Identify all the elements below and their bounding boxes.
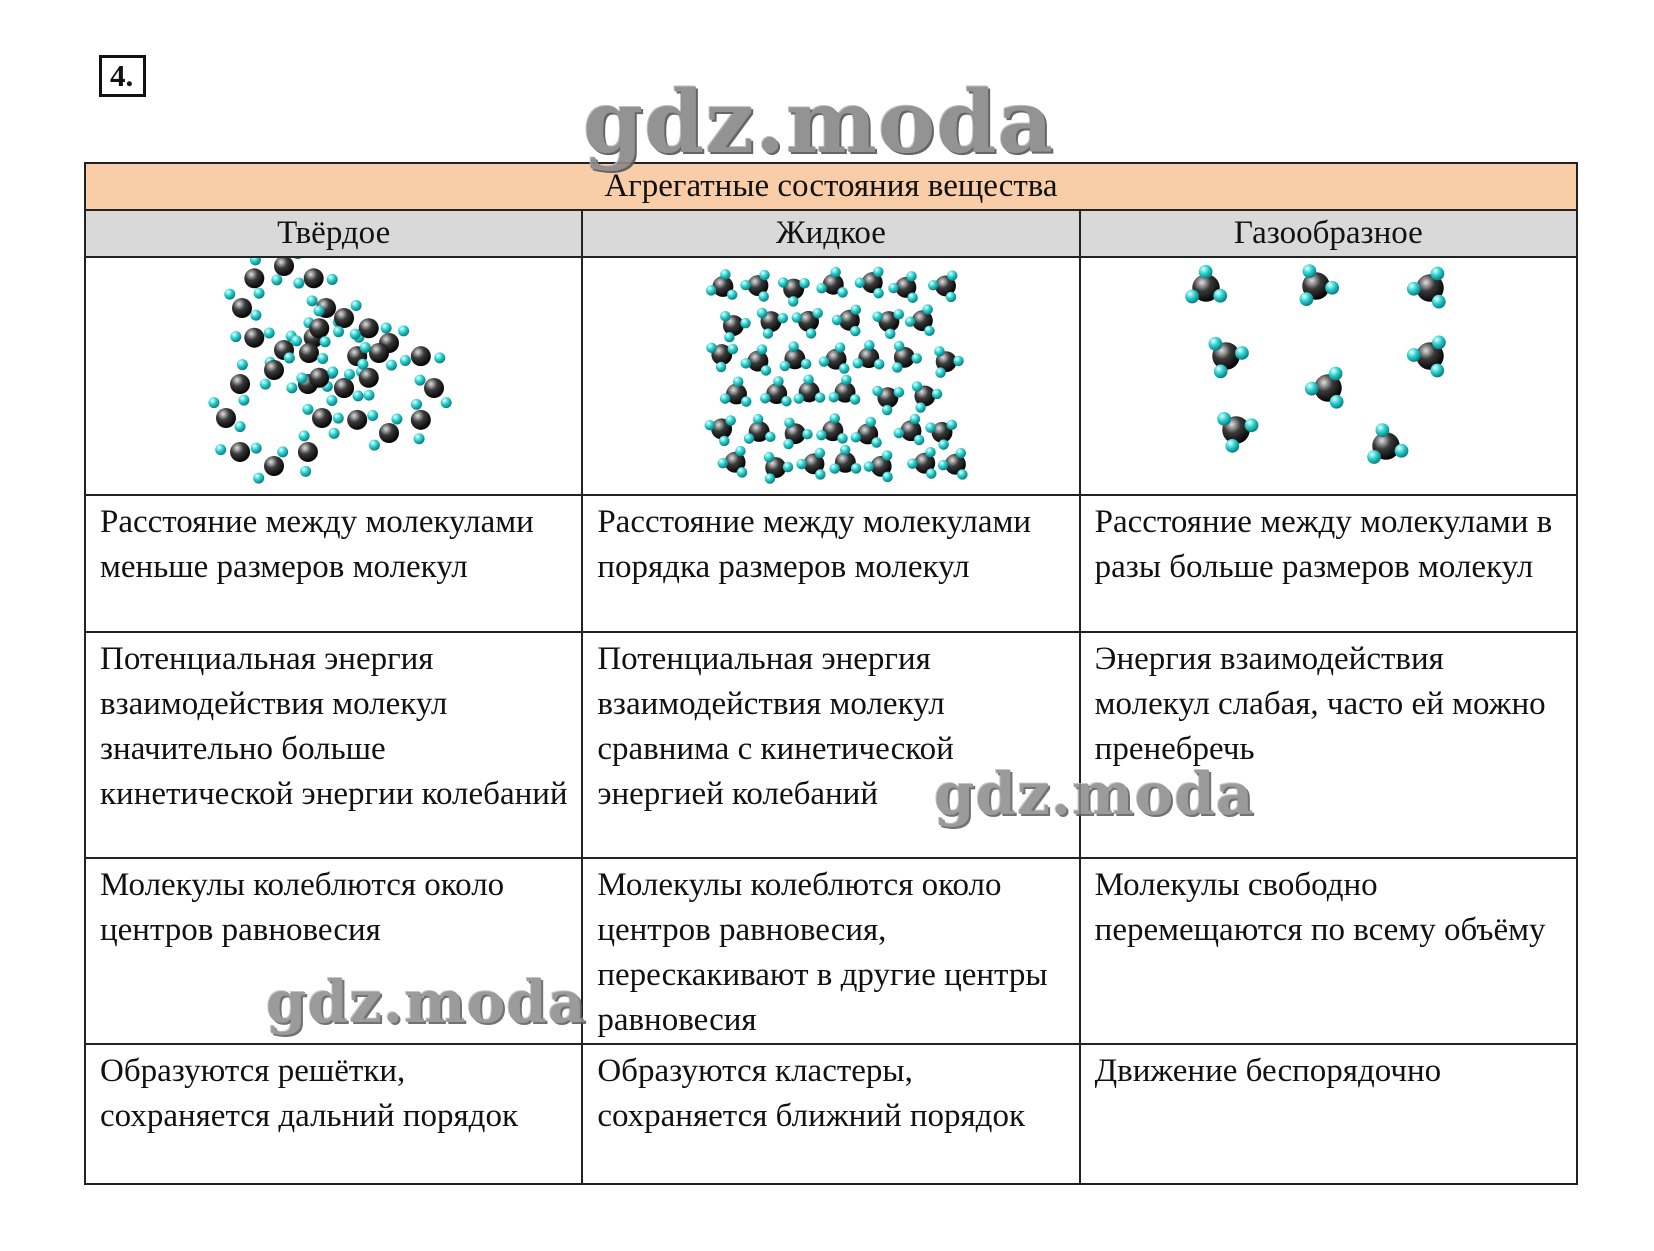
hydrogen-atom	[719, 436, 729, 446]
hydrogen-atom	[816, 283, 826, 293]
hydrogen-atom	[718, 458, 728, 468]
hydrogen-atom	[935, 367, 945, 377]
carbon-atom	[309, 368, 329, 388]
hydrogen-atom	[380, 323, 391, 334]
carbon-atom	[230, 442, 250, 462]
hydrogen-atom	[302, 404, 313, 415]
hydrogen-atom	[882, 450, 892, 460]
hydrogen-atom	[781, 396, 791, 406]
hydrogen-atom	[1199, 265, 1213, 279]
hydrogen-atom	[741, 358, 751, 368]
hydrogen-atom	[816, 430, 826, 440]
carbon-atom	[303, 268, 323, 288]
carbon-atom	[424, 378, 444, 398]
carbon-atom	[264, 360, 284, 380]
hydrogen-atom	[928, 280, 938, 290]
hydrogen-atom	[882, 472, 892, 482]
carbon-atom	[309, 318, 329, 338]
hydrogen-atom	[819, 356, 829, 366]
hydrogen-atom	[363, 390, 374, 401]
hydrogen-atom	[741, 396, 751, 406]
hydrogen-atom	[911, 353, 921, 363]
hydrogen-atom	[291, 335, 302, 346]
hydrogen-atom	[253, 288, 264, 299]
gas-molecules-icon	[1168, 258, 1488, 494]
hydrogen-atom	[326, 274, 337, 285]
hydrogen-atom	[761, 365, 771, 375]
hydrogen-atom	[815, 448, 825, 458]
hydrogen-atom	[399, 355, 410, 366]
hydrogen-atom	[888, 283, 898, 293]
hydrogen-atom	[784, 417, 794, 427]
hydrogen-atom	[837, 287, 847, 297]
hydrogen-atom	[293, 278, 304, 289]
hydrogen-atom	[830, 413, 840, 423]
hydrogen-atom	[706, 343, 716, 353]
hydrogen-atom	[724, 332, 734, 342]
hydrogen-atom	[344, 369, 355, 380]
hydrogen-atom	[835, 342, 845, 352]
hydrogen-atom	[837, 433, 847, 443]
hydrogen-atom	[716, 362, 726, 372]
table-cell: Молекулы свободно перемещаются по всему объёму	[1080, 858, 1577, 1044]
carbon-atom	[334, 378, 354, 398]
hydrogen-atom	[938, 460, 948, 470]
hydrogen-atom	[1218, 412, 1232, 426]
hydrogen-atom	[907, 292, 917, 302]
hydrogen-atom	[832, 315, 842, 325]
hydrogen-atom	[783, 462, 793, 472]
hydrogen-atom	[263, 327, 274, 338]
hydrogen-atom	[753, 414, 763, 424]
hydrogen-atom	[907, 458, 917, 468]
hydrogen-atom	[740, 280, 750, 290]
hydrogen-atom	[1326, 281, 1340, 295]
hydrogen-atom	[802, 429, 812, 439]
hydrogen-atom	[801, 359, 811, 369]
carbon-atom	[410, 410, 430, 430]
table-cell: Расстояние между молекулами порядка размеров молекул	[582, 495, 1079, 632]
hydrogen-atom	[292, 258, 303, 259]
hydrogen-atom	[910, 414, 920, 424]
hydrogen-atom	[298, 430, 309, 441]
hydrogen-atom	[398, 325, 409, 336]
hydrogen-atom	[1330, 395, 1344, 409]
hydrogen-atom	[934, 346, 944, 356]
carbon-atom	[334, 308, 354, 328]
hydrogen-atom	[915, 402, 925, 412]
table-cell: Расстояние между молекулами меньше размеров молекул	[85, 495, 582, 632]
hydrogen-atom	[894, 341, 904, 351]
hydrogen-atom	[796, 459, 806, 469]
hydrogen-atom	[369, 440, 380, 451]
hydrogen-atom	[728, 344, 738, 354]
hydrogen-atom	[1432, 336, 1446, 350]
hydrogen-atom	[1186, 290, 1200, 304]
hydrogen-atom	[872, 311, 882, 321]
hydrogen-atom	[277, 446, 288, 457]
hydrogen-atom	[253, 473, 264, 484]
hydrogen-atom	[720, 393, 730, 403]
hydrogen-atom	[925, 422, 935, 432]
gas-image-cell	[1080, 257, 1577, 495]
hydrogen-atom	[1245, 418, 1259, 432]
hydrogen-atom	[391, 414, 402, 425]
hydrogen-atom	[1329, 367, 1343, 381]
hydrogen-atom	[319, 336, 330, 347]
hydrogen-atom	[1407, 348, 1421, 362]
carbon-atom	[264, 456, 284, 476]
hydrogen-atom	[760, 393, 770, 403]
hydrogen-atom	[413, 433, 424, 444]
hydrogen-atom	[874, 359, 884, 369]
hydrogen-atom	[328, 428, 339, 439]
hydrogen-atom	[763, 328, 773, 338]
hydrogen-atom	[1431, 267, 1445, 281]
hydrogen-atom	[873, 267, 883, 277]
hydrogen-atom	[286, 382, 297, 393]
hydrogen-atom	[815, 392, 825, 402]
hydrogen-atom	[894, 387, 904, 397]
hydrogen-atom	[327, 366, 338, 377]
table-caption: Агрегатные состояния вещества	[85, 163, 1577, 210]
hydrogen-atom	[720, 311, 730, 321]
table-cell: Энергия взаимодействия молекул слабая, часто ей можно пренебречь	[1080, 632, 1577, 858]
hydrogen-atom	[778, 313, 788, 323]
hydrogen-atom	[1432, 295, 1446, 309]
hydrogen-atom	[1305, 382, 1319, 396]
hydrogen-atom	[894, 309, 904, 319]
hydrogen-atom	[1226, 439, 1240, 453]
hydrogen-atom	[313, 305, 324, 316]
hydrogen-atom	[793, 393, 803, 403]
hydrogen-atom	[720, 269, 730, 279]
hydrogen-atom	[237, 359, 248, 370]
table-cell: Молекулы колеблются около центров равновесия, перескакивают в другие центры равновесия	[582, 858, 1079, 1044]
hydrogen-atom	[1303, 264, 1317, 278]
hydrogen-atom	[799, 278, 809, 288]
carbon-atom	[299, 343, 319, 363]
hydrogen-atom	[892, 362, 902, 372]
hydrogen-atom	[957, 469, 967, 479]
hydrogen-atom	[317, 353, 328, 364]
column-header-solid: Твёрдое	[85, 210, 582, 257]
hydrogen-atom	[906, 271, 916, 281]
carbon-atom	[274, 258, 294, 276]
hydrogen-atom	[367, 410, 378, 421]
hydrogen-atom	[1214, 289, 1228, 303]
column-header-gas: Газообразное	[1080, 210, 1577, 257]
hydrogen-atom	[224, 289, 235, 300]
hydrogen-atom	[359, 342, 370, 353]
hydrogen-atom	[815, 469, 825, 479]
hydrogen-atom	[956, 448, 966, 458]
hydrogen-atom	[938, 439, 948, 449]
hydrogen-atom	[306, 295, 317, 306]
hydrogen-atom	[788, 341, 798, 351]
hydrogen-atom	[850, 394, 860, 404]
hydrogen-atom	[725, 415, 735, 425]
hydrogen-atom	[871, 437, 881, 447]
watermark: gdz.moda	[266, 968, 587, 1036]
hydrogen-atom	[271, 274, 282, 285]
hydrogen-atom	[758, 291, 768, 301]
carbon-atom	[244, 268, 264, 288]
hydrogen-atom	[855, 278, 865, 288]
hydrogen-atom	[326, 395, 337, 406]
hydrogen-atom	[946, 292, 956, 302]
hydrogen-atom	[806, 328, 816, 338]
table-cell: Потенциальная энергия взаимодействия молекул сравнима с кинетической энергией колебаний	[582, 632, 1079, 858]
hydrogen-atom	[792, 312, 802, 322]
hydrogen-atom	[812, 308, 822, 318]
hydrogen-atom	[332, 413, 343, 424]
table-cell: Расстояние между молекулами в разы больше размеров молекул	[1080, 495, 1577, 632]
hydrogen-atom	[250, 443, 261, 454]
hydrogen-atom	[296, 372, 307, 383]
carbon-atom	[216, 408, 236, 428]
hydrogen-atom	[783, 439, 793, 449]
hydrogen-atom	[926, 468, 936, 478]
carbon-atom	[312, 408, 332, 428]
hydrogen-atom	[230, 331, 241, 342]
hydrogen-atom	[1214, 364, 1228, 378]
hydrogen-atom	[953, 356, 963, 366]
hydrogen-atom	[735, 446, 745, 456]
hydrogen-atom	[840, 445, 850, 455]
hydrogen-atom	[1368, 450, 1382, 464]
table-cell: Потенциальная энергия взаимодействия молекул значительно больше кинетической энергии колебаний	[85, 632, 582, 858]
hydrogen-atom	[882, 405, 892, 415]
hydrogen-atom	[333, 326, 344, 337]
hydrogen-atom	[924, 326, 934, 336]
hydrogen-atom	[759, 270, 769, 280]
hydrogen-atom	[864, 461, 874, 471]
carbon-atom	[230, 374, 250, 394]
hydrogen-atom	[737, 467, 747, 477]
hydrogen-atom	[250, 310, 261, 321]
hydrogen-atom	[905, 316, 915, 326]
carbon-atom	[244, 328, 264, 348]
hydrogen-atom	[780, 361, 790, 371]
hydrogen-atom	[300, 466, 311, 477]
hydrogen-atom	[349, 329, 360, 340]
hydrogen-atom	[829, 463, 839, 473]
hydrogen-atom	[914, 435, 924, 445]
hydrogen-atom	[947, 270, 957, 280]
hydrogen-atom	[352, 390, 363, 401]
hydrogen-atom	[740, 318, 750, 328]
solid-image-cell	[85, 257, 582, 495]
hydrogen-atom	[830, 267, 840, 277]
liquid-image-cell	[582, 257, 1079, 495]
hydrogen-atom	[250, 258, 261, 265]
column-header-liquid: Жидкое	[582, 210, 1079, 257]
hydrogen-atom	[778, 277, 788, 287]
hydrogen-atom	[912, 381, 922, 391]
hydrogen-atom	[1395, 444, 1409, 458]
table-cell: Образуются решётки, сохраняется дальний порядок	[85, 1044, 582, 1184]
carbon-atom	[347, 410, 367, 430]
hydrogen-atom	[841, 375, 851, 385]
hydrogen-atom	[803, 374, 813, 384]
hydrogen-atom	[744, 433, 754, 443]
hydrogen-atom	[947, 420, 957, 430]
hydrogen-atom	[1407, 282, 1421, 296]
watermark: gdz.moda	[934, 760, 1255, 828]
hydrogen-atom	[850, 326, 860, 336]
hydrogen-atom	[259, 379, 270, 390]
hydrogen-atom	[932, 389, 942, 399]
carbon-atom	[358, 318, 378, 338]
hydrogen-atom	[283, 352, 294, 363]
hydrogen-atom	[757, 344, 767, 354]
hydrogen-atom	[727, 289, 737, 299]
hydrogen-atom	[1376, 423, 1390, 437]
hydrogen-atom	[1431, 364, 1445, 378]
carbon-atom	[298, 442, 318, 462]
hydrogen-atom	[788, 296, 798, 306]
watermark: gdz.moda	[583, 72, 1055, 173]
hydrogen-atom	[238, 395, 249, 406]
hydrogen-atom	[773, 376, 783, 386]
liquid-molecules-icon	[691, 258, 971, 494]
hydrogen-atom	[829, 392, 839, 402]
states-of-matter-table	[84, 162, 1578, 1185]
task-number: 4.	[99, 55, 146, 97]
hydrogen-atom	[765, 432, 775, 442]
carbon-atom	[379, 423, 399, 443]
hydrogen-atom	[706, 285, 716, 295]
hydrogen-atom	[215, 444, 226, 455]
hydrogen-atom	[764, 452, 774, 462]
carbon-atom	[358, 368, 378, 388]
hydrogen-atom	[208, 397, 219, 408]
table-cell: Движение беспорядочно	[1080, 1044, 1577, 1184]
hydrogen-atom	[853, 358, 863, 368]
hydrogen-atom	[922, 304, 932, 314]
hydrogen-atom	[357, 359, 368, 370]
table-cell: Образуются кластеры, сохраняется ближний порядок	[582, 1044, 1079, 1184]
hydrogen-atom	[864, 340, 874, 350]
hydrogen-atom	[1235, 346, 1249, 360]
hydrogen-atom	[765, 473, 775, 483]
hydrogen-atom	[885, 329, 895, 339]
hydrogen-atom	[757, 308, 767, 318]
hydrogen-atom	[872, 386, 882, 396]
carbon-atom	[369, 343, 389, 363]
hydrogen-atom	[894, 428, 904, 438]
hydrogen-atom	[851, 304, 861, 314]
hydrogen-atom	[350, 300, 361, 311]
hydrogen-atom	[705, 420, 715, 430]
table-cell: Молекулы колеблются около центров равновесия	[85, 858, 582, 1044]
solid-molecules-icon	[204, 258, 464, 494]
hydrogen-atom	[839, 363, 849, 373]
hydrogen-atom	[414, 375, 425, 386]
carbon-atom	[410, 346, 430, 366]
hydrogen-atom	[434, 352, 445, 363]
hydrogen-atom	[440, 397, 451, 408]
hydrogen-atom	[234, 421, 245, 432]
hydrogen-atom	[873, 288, 883, 298]
hydrogen-atom	[386, 360, 397, 371]
hydrogen-atom	[733, 377, 743, 387]
hydrogen-atom	[851, 432, 861, 442]
hydrogen-atom	[865, 417, 875, 427]
hydrogen-atom	[411, 399, 422, 410]
hydrogen-atom	[1300, 292, 1314, 306]
hydrogen-atom	[925, 447, 935, 457]
hydrogen-atom	[1209, 337, 1223, 351]
carbon-atom	[232, 298, 252, 318]
hydrogen-atom	[851, 463, 861, 473]
